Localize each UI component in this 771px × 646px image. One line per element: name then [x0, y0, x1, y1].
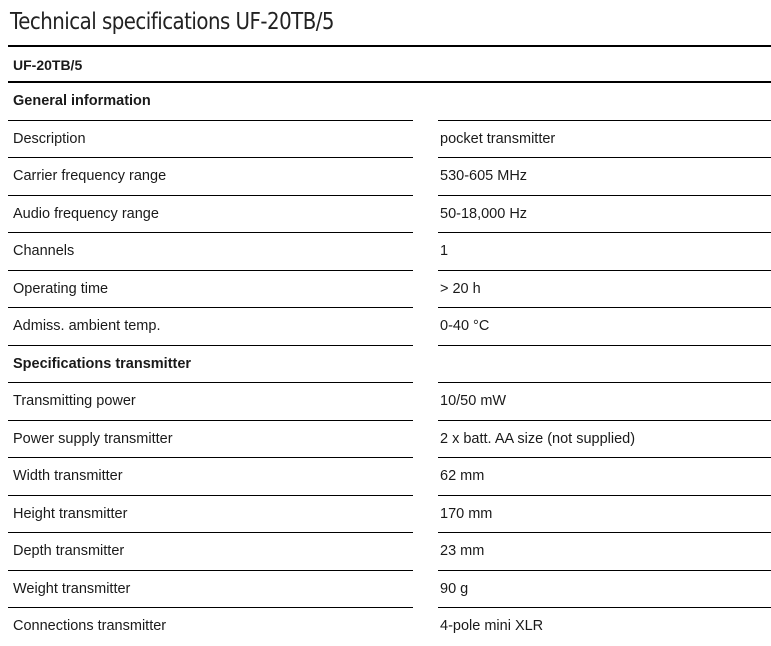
- spec-label: Height transmitter: [8, 496, 413, 534]
- section-row-specifications-transmitter: [8, 346, 771, 384]
- spec-row-depth: [8, 533, 771, 571]
- spec-value: [438, 83, 771, 121]
- spec-value: 50-18,000 Hz: [438, 196, 771, 234]
- spec-label: Weight transmitter: [8, 571, 413, 609]
- spec-label: Specifications transmitter: [8, 346, 413, 384]
- spec-value: 23 mm: [438, 533, 771, 571]
- spec-row-connections: [8, 608, 771, 646]
- spec-value: pocket transmitter: [438, 121, 771, 159]
- section-row-general-information: [8, 83, 771, 121]
- spec-label: Operating time: [8, 271, 413, 309]
- spec-value: 530-605 MHz: [438, 158, 771, 196]
- spec-label: Carrier frequency range: [8, 158, 413, 196]
- spec-label: Depth transmitter: [8, 533, 413, 571]
- spec-row-carrier-frequency-range: [8, 158, 771, 196]
- spec-label: Description: [8, 121, 413, 159]
- spec-label: Admiss. ambient temp.: [8, 308, 413, 346]
- spec-label: Width transmitter: [8, 458, 413, 496]
- spec-value: 0-40 °C: [438, 308, 771, 346]
- page-title: Technical specifications UF-20TB/5: [10, 9, 334, 35]
- spec-row-operating-time: [8, 271, 771, 309]
- spec-label: Channels: [8, 233, 413, 271]
- spec-value: 1: [438, 233, 771, 271]
- spec-value: > 20 h: [438, 271, 771, 309]
- spec-row-audio-frequency-range: [8, 196, 771, 234]
- spec-row-width: [8, 458, 771, 496]
- spec-value: 62 mm: [438, 458, 771, 496]
- spec-label: Connections transmitter: [13, 618, 167, 634]
- spec-row-transmitting-power: [8, 383, 771, 421]
- spec-value: [438, 346, 771, 384]
- spec-label: Power supply transmitter: [8, 421, 413, 459]
- spec-label: Audio frequency range: [8, 196, 413, 234]
- spec-label: Transmitting power: [8, 383, 413, 421]
- spec-row-description: [8, 121, 771, 159]
- spec-value: 4-pole mini XLR: [440, 618, 544, 634]
- spec-row-channels: [8, 233, 771, 271]
- spec-row-ambient-temperature: [8, 308, 771, 346]
- spec-value: 170 mm: [438, 496, 771, 534]
- spec-row-weight: [8, 571, 771, 609]
- spec-value: 10/50 mW: [438, 383, 771, 421]
- spec-value: 90 g: [438, 571, 771, 609]
- spec-label: General information: [8, 83, 413, 121]
- spec-table-header: [8, 45, 771, 83]
- spec-row-power-supply: [8, 421, 771, 459]
- spec-value: 2 x batt. AA size (not supplied): [438, 421, 771, 459]
- spec-table: [8, 83, 771, 646]
- spec-table-header-label: UF-20TB/5: [13, 57, 83, 73]
- spec-row-height: [8, 496, 771, 534]
